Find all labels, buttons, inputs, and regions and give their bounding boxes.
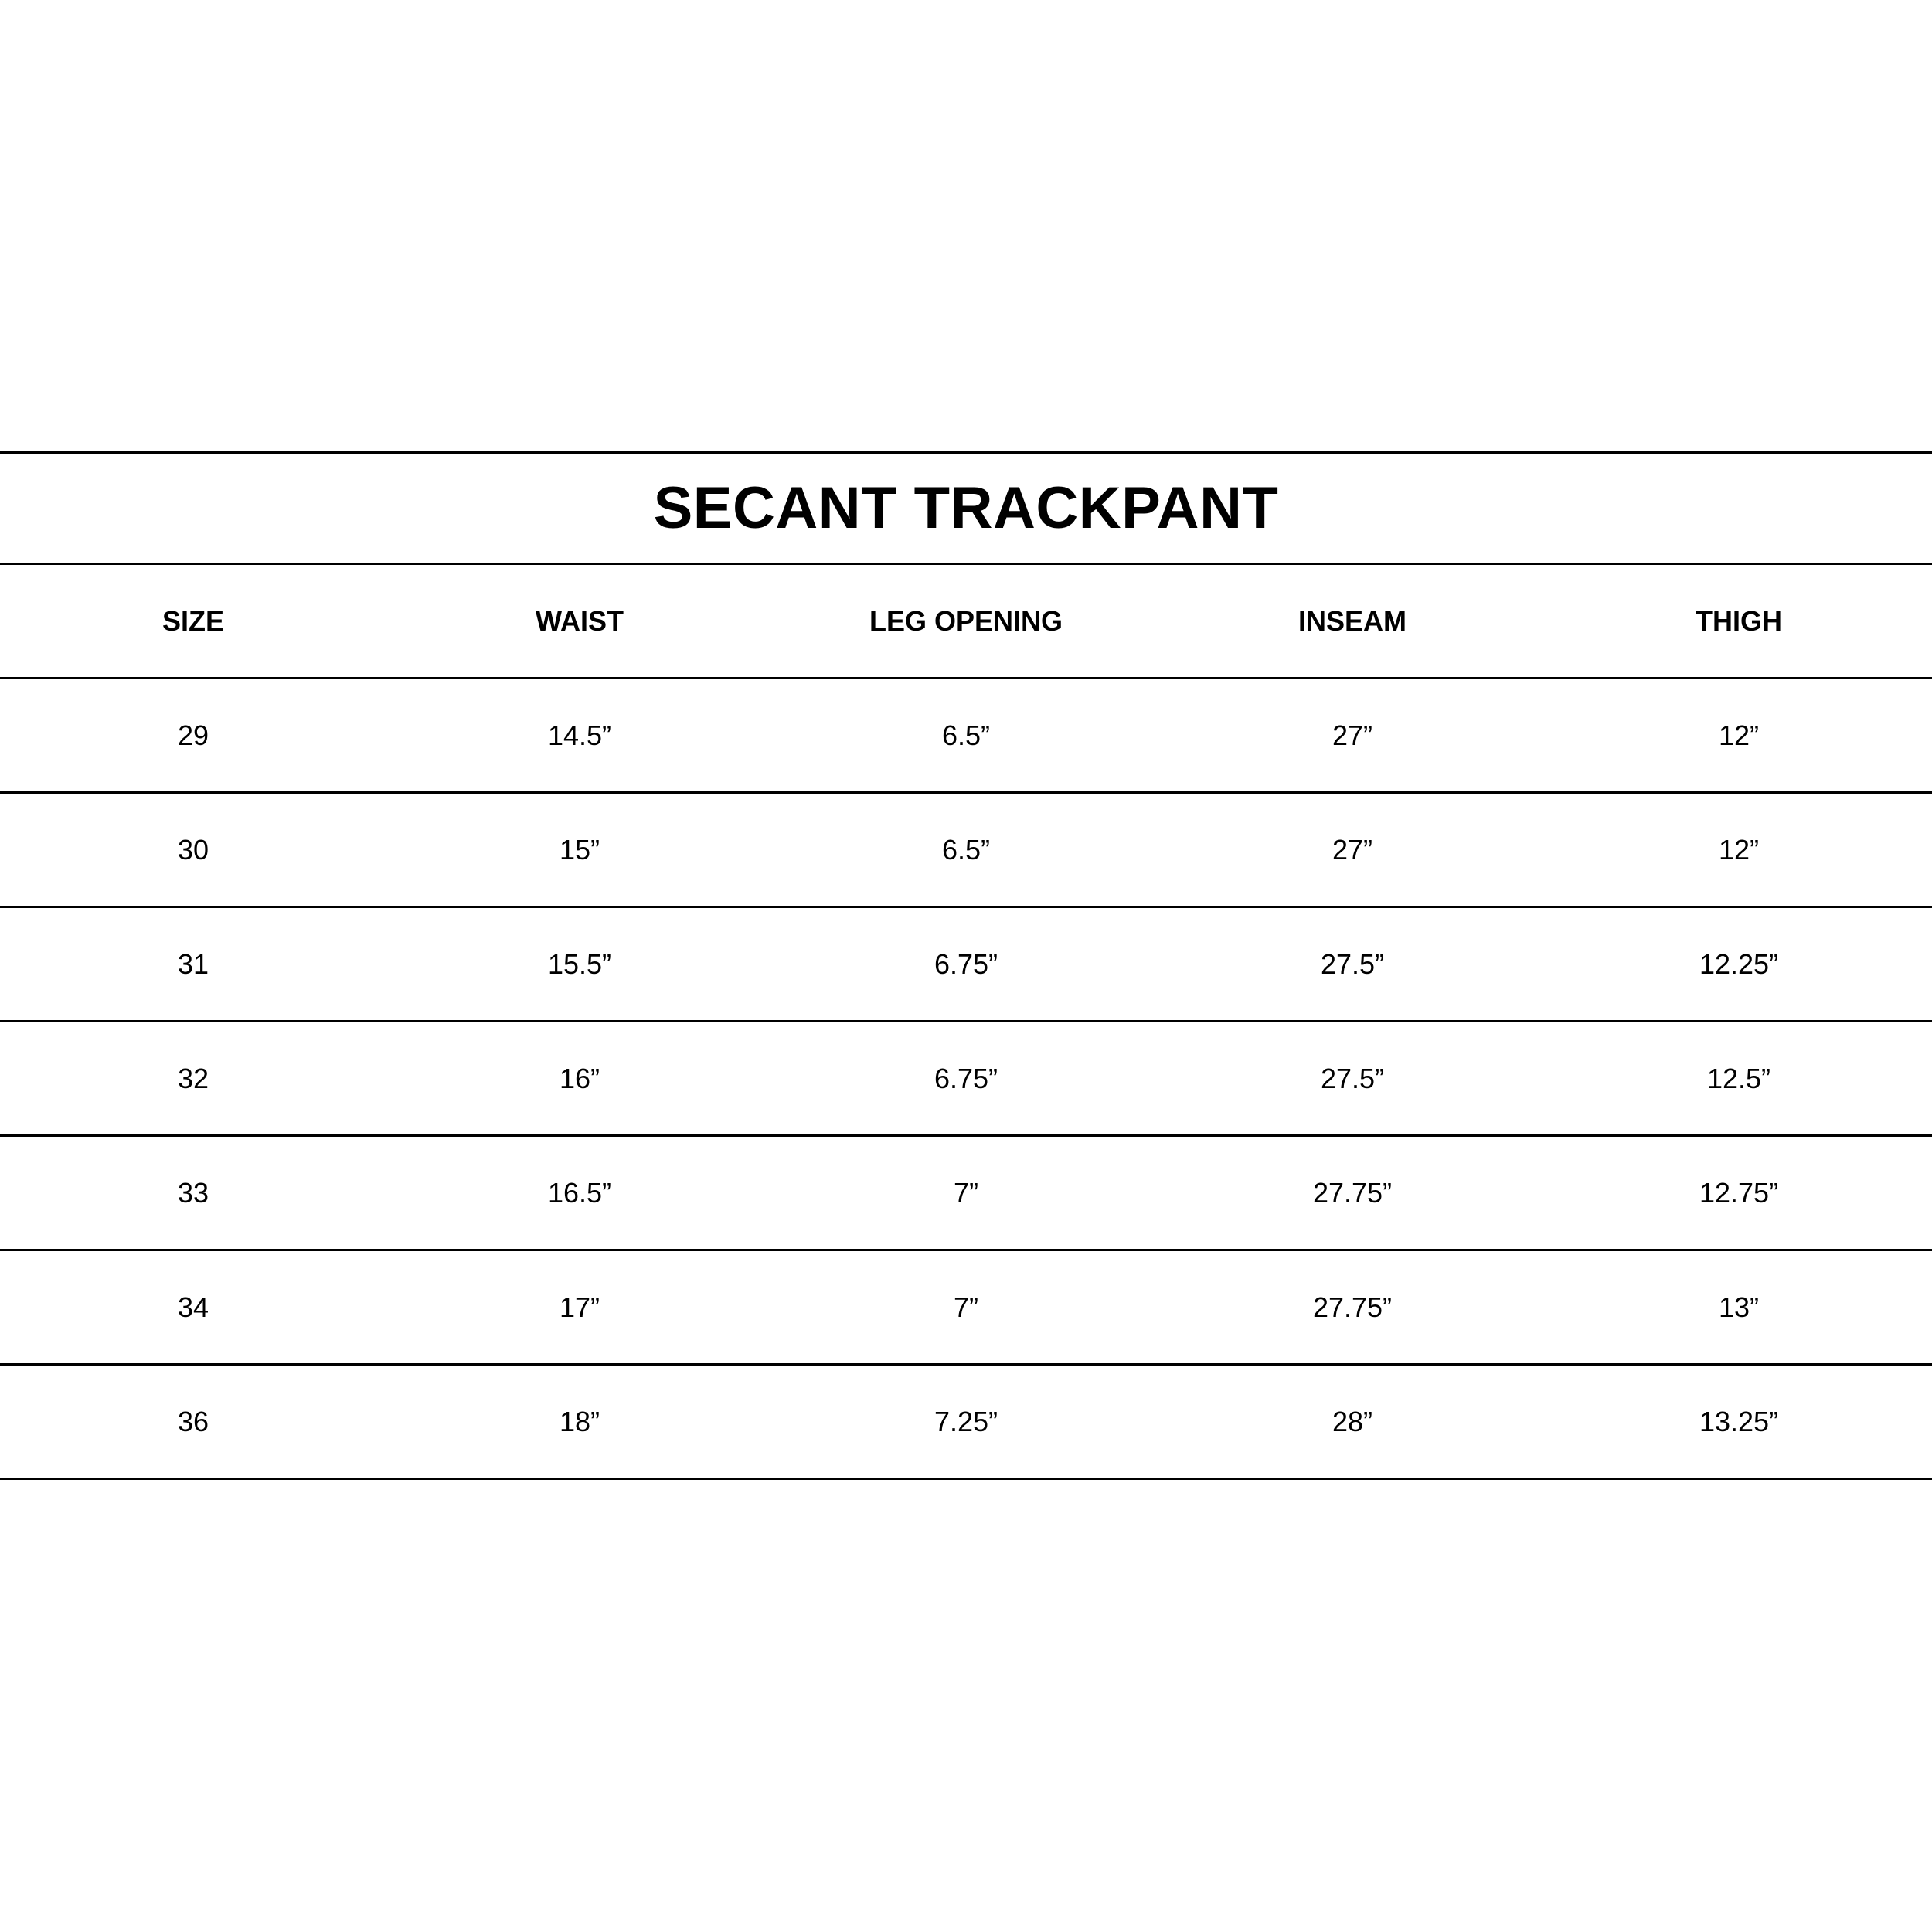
cell-waist: 15.5” — [547, 947, 612, 980]
table-row — [0, 1022, 1932, 1137]
cell-inseam: 28” — [1332, 1405, 1373, 1437]
cell-waist: 16” — [559, 1062, 600, 1094]
table-row — [0, 679, 1932, 794]
title-row — [0, 451, 1932, 565]
table-row — [0, 1251, 1932, 1366]
cell-inseam: 27” — [1332, 719, 1373, 751]
header-row — [0, 565, 1932, 679]
header-waist: WAIST — [536, 604, 624, 637]
header-size: SIZE — [162, 604, 224, 637]
table-row — [0, 908, 1932, 1022]
header-thigh: THIGH — [1696, 604, 1782, 637]
cell-thigh: 12” — [1718, 833, 1760, 866]
cell-inseam: 27.5” — [1320, 947, 1385, 980]
cell-size: 29 — [177, 719, 209, 751]
cell-thigh: 13.25” — [1699, 1405, 1779, 1437]
cell-leg-opening: 7” — [953, 1291, 978, 1323]
cell-size: 36 — [177, 1405, 209, 1437]
cell-inseam: 27.75” — [1312, 1291, 1393, 1323]
cell-thigh: 13” — [1718, 1291, 1760, 1323]
cell-inseam: 27.75” — [1312, 1176, 1393, 1209]
cell-thigh: 12.5” — [1706, 1062, 1771, 1094]
cell-inseam: 27” — [1332, 833, 1373, 866]
cell-thigh: 12” — [1718, 719, 1760, 751]
cell-size: 31 — [177, 947, 209, 980]
size-chart — [0, 451, 1932, 1480]
cell-waist: 15” — [559, 833, 600, 866]
cell-leg-opening: 6.75” — [934, 1062, 998, 1094]
cell-waist: 17” — [559, 1291, 600, 1323]
table-row — [0, 794, 1932, 908]
header-inseam: INSEAM — [1298, 604, 1406, 637]
cell-size: 33 — [177, 1176, 209, 1209]
chart-title: SECANT TRACKPANT — [653, 475, 1279, 541]
cell-waist: 16.5” — [547, 1176, 612, 1209]
cell-leg-opening: 7” — [953, 1176, 978, 1209]
cell-size: 34 — [177, 1291, 209, 1323]
cell-waist: 14.5” — [547, 719, 612, 751]
cell-inseam: 27.5” — [1320, 1062, 1385, 1094]
cell-thigh: 12.75” — [1699, 1176, 1779, 1209]
cell-thigh: 12.25” — [1699, 947, 1779, 980]
cell-size: 32 — [177, 1062, 209, 1094]
cell-leg-opening: 6.75” — [934, 947, 998, 980]
cell-leg-opening: 6.5” — [941, 719, 991, 751]
header-leg-opening: LEG OPENING — [869, 604, 1063, 637]
cell-waist: 18” — [559, 1405, 600, 1437]
cell-leg-opening: 7.25” — [934, 1405, 998, 1437]
cell-leg-opening: 6.5” — [941, 833, 991, 866]
cell-size: 30 — [177, 833, 209, 866]
table-row — [0, 1366, 1932, 1480]
table-row — [0, 1137, 1932, 1251]
